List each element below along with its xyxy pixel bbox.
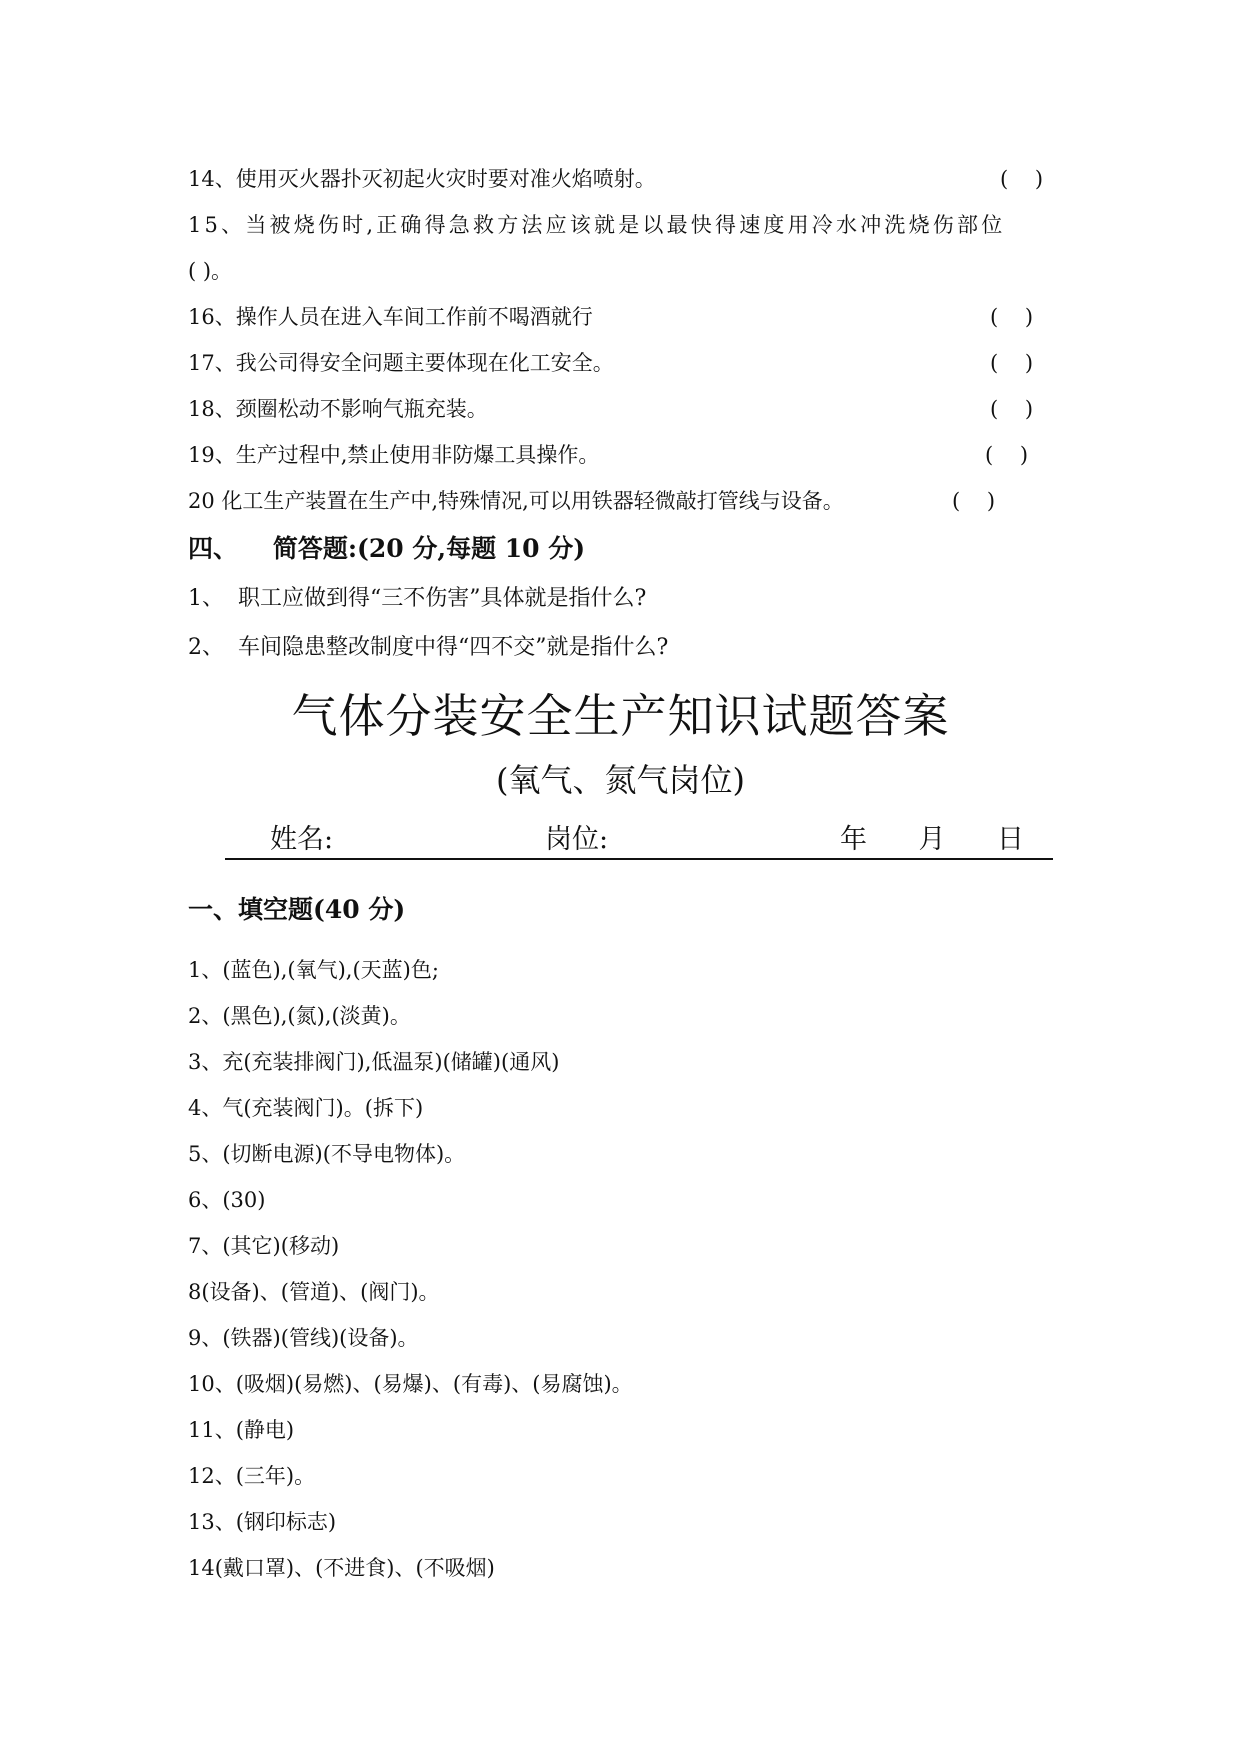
question-14: 14、使用灭火器扑灭初起火灾时要对准火焰喷射。 — [188, 167, 656, 191]
answer-7: 7、(其它)(移动) — [188, 1234, 340, 1258]
answer-blank-14: ( ) — [1000, 167, 1044, 191]
name-label: 姓名: — [270, 824, 334, 855]
answer-9: 9、(铁器)(管线)(设备)。 — [188, 1326, 419, 1350]
question-20: 20 化工生产装置在生产中,特殊情况,可以用铁器轻微敲打管线与设备。 — [188, 489, 844, 513]
answer-10: 10、(吸烟)(易燃)、(易爆)、(有毒)、(易腐蚀)。 — [188, 1372, 633, 1396]
answer-11: 11、(静电) — [188, 1418, 295, 1442]
question-17: 17、我公司得安全问题主要体现在化工安全。 — [188, 351, 614, 375]
answer-6: 6、(30) — [188, 1188, 266, 1212]
position-label: 岗位: — [545, 824, 609, 855]
answer-blank-20: ( ) — [952, 489, 996, 513]
answer-12: 12、(三年)。 — [188, 1464, 316, 1488]
answer-blank-16: ( ) — [990, 305, 1034, 329]
answer-2: 2、(黑色),(氮),(淡黄)。 — [188, 1004, 411, 1028]
answer-1: 1、(蓝色),(氧气),(天蓝)色; — [188, 958, 439, 982]
answer-5: 5、(切断电源)(不导电物体)。 — [188, 1142, 466, 1166]
answer-3: 3、充(充装排阀门),低温泵)(储罐)(通风) — [188, 1050, 560, 1074]
info-row — [225, 822, 1053, 860]
section-1-heading: 一、填空题(40 分) — [188, 895, 406, 924]
question-16: 16、操作人员在进入车间工作前不喝酒就行 — [188, 305, 593, 329]
question-18: 18、颈圈松动不影响气瓶充装。 — [188, 397, 488, 421]
answer-14: 14(戴口罩)、(不进食)、(不吸烟) — [188, 1556, 495, 1580]
answer-sheet-subtitle: (氧气、氮气岗位) — [496, 761, 745, 799]
answer-blank-18: ( ) — [990, 397, 1034, 421]
answer-8: 8(设备)、(管道)、(阀门)。 — [188, 1280, 440, 1304]
question-19: 19、生产过程中,禁止使用非防爆工具操作。 — [188, 443, 600, 467]
short-answer-question-2: 2、 车间隐患整改制度中得“四不交”就是指什么? — [188, 635, 669, 660]
answer-blank-17: ( ) — [990, 351, 1034, 375]
answer-blank-19: ( ) — [985, 443, 1029, 467]
question-15-line1: 15、当被烧伤时,正确得急救方法应该就是以最快得速度用冷水冲洗烧伤部位 — [188, 213, 1006, 237]
answer-13: 13、(钢印标志) — [188, 1510, 337, 1534]
section-4-heading: 四、 简答题:(20 分,每题 10 分) — [188, 534, 586, 563]
date-label: 年 月 日 — [840, 824, 1024, 855]
short-answer-question-1: 1、 职工应做到得“三不伤害”具体就是指什么? — [188, 586, 647, 611]
answer-4: 4、气(充装阀门)。(拆下) — [188, 1096, 424, 1120]
question-15-line2: ( )。 — [188, 259, 233, 283]
answer-sheet-title: 气体分装安全生产知识试题答案 — [291, 689, 950, 743]
